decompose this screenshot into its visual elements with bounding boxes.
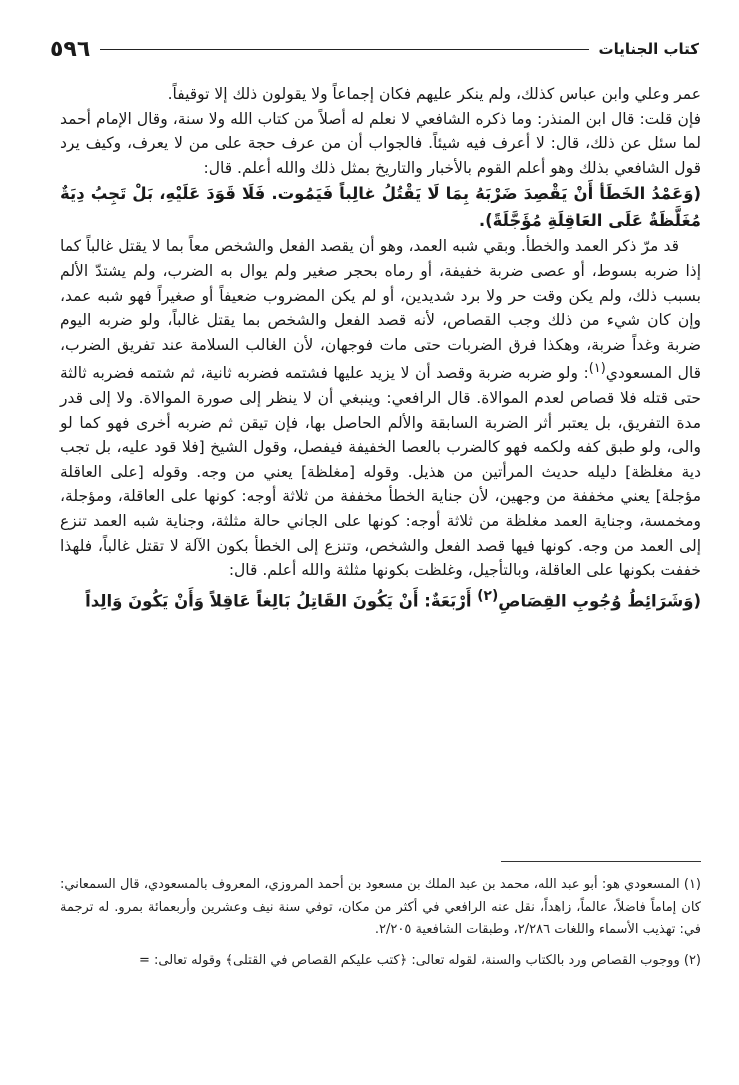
matn-text: (وَشَرَائِطُ وُجُوبِ القِصَاصِ [498, 591, 701, 611]
footnote-2: (٢) ووجوب القصاص ورد بالكتاب والسنة، لقوله تعالى: ﴿كتب عليكم القصاص في القتلى﴾ وقوله تعالى: = [138, 952, 701, 968]
paragraph-commentary [60, 234, 701, 582]
footnote-separator [501, 861, 701, 862]
paragraph-ijma: عمر وعلي وابن عباس كذلك، ولم ينكر عليهم فكان إجماعاً ولا يقولون ذلك إلا توقيفاً. [167, 85, 701, 103]
header-rule [100, 49, 588, 50]
page-header [50, 34, 699, 64]
footnotes [60, 874, 701, 972]
footnote-ref-2[interactable]: (٢) [477, 587, 499, 604]
footnote-1: (١) المسعودي هو: أبو عبد الله، محمد بن عبد الملك بن مسعود بن أحمد المروزي، المعروف بالمسعودي، قال السمعاني: كان إماماً فاضلاً، عالماً، زاهداً، نقل عنه الرافعي في أكثر من مكان، توفي سنة نيف وعشرين وأربعمائة بمرو. له ترجمة في: تهذيب الأسماء واللغات ٢/٢٨٦، وطبقات الشافعية ٢/٢٠٥. [60, 877, 701, 937]
main-text [60, 82, 701, 614]
page-number: ٥٩٦ [50, 36, 91, 62]
matn-text-continued: أَرْبَعَةٌ: أَنْ يَكُونَ القَاتِلُ بَالِغاً عَاقِلاً وَأَنْ يَكُونَ وَالِداً [85, 591, 478, 611]
running-title: كتاب الجنايات [598, 40, 699, 58]
footnote-ref-1[interactable]: (١) [588, 361, 606, 377]
commentary-text-continued: : ولو ضربه ضربة وقصد أن لا يزيد عليها فشتمه فضربه ثانية، ثم شتمه فضربه ثالثة حتى قتله فلا قصاص لعدم الموالاة. قال الرافعي: وينبغي أن لا ينظر إلى صورة الموالاة. ولا إلى قدر مدة التفريق، بل يعتبر أثر الضربة السابقة والألم الحاصل بها، فإن تيقن ثم ضربه أخرى فهو كما لو والى، ولو طبق كفه ولكمه فهو كالضرب بالعصا الخفيفة فيفصل، وقول الشيخ [فلا قود عليه، بل تجب دية مغلظة] دليله حديث المرأتين من هذيل. وقوله [مغلظة] يعني من وجه. وقوله [على العاقلة مؤجلة] يعني مخففة من وجهين، لأن جناية الخطأ مخففة من ثلاثة أوجه: كونها على العاقلة، ومؤجلة، ومخمسة، وجناية العمد مغلظة من ثلاثة أوجه: كونها على الجاني حالة مثلثة، وجناية شبه العمد تنزع إلى العمد من وجه. كونها فيها قصد الفعل والشخص، وتنزع إلى الخطأ بكون الآلة لا تقتل غالباً، فلهذا خففت بكونها على العاقلة، وبالتأجيل، وغلظت بكونها مثلثة والله أعلم. قال: [60, 364, 701, 580]
matn-shibh-al-amd: (وَعَمْدُ الخَطَأ أَنْ يَقْصِدَ ضَرْبَهُ بِمَا لَا يَقْتُلُ غالِباً فَيَمُوت. فَلَا قَوَدَ عَلَيْهِ، بَلْ تَجِبُ دِيَةٌ مُغَلَّظَةٌ عَلَى العَاقِلَةِ مُؤَجَّلَةً). [60, 184, 701, 231]
paragraph-objection: فإن قلت: قال ابن المنذر: وما ذكره الشافعي لا نعلم له أصلاً من كتاب الله ولا سنة، وقال الإمام أحمد لما سئل عن ذلك، قال: لا أعرف فيه شيئاً. فالجواب أن من عرف حجة على من لا يعرف، وكيف يرد قول الشافعي بذلك وهو أعلم القوم بالأخبار والتاريخ بمثل ذلك والله أعلم. قال: [60, 109, 701, 177]
commentary-text: قد مرّ ذكر العمد والخطأ. وبقي شبه العمد، وهو أن يقصد الفعل والشخص معاً بما لا يقتل غالباً كما إذا ضربه بسوط، أو عصى ضربة خفيفة، أو رماه بحجر صغير ولم يوال به الضرب، ولم يشتدّ الألم بسبب ذلك، ولم يكن وقت حر ولا برد شديدين، أو لم يكن المضروب ضعيفاً أو صغيراً فهو شبه عمد، وإن كان شيء من ذلك وجب القصاص، لأنه قصد الفعل والشخص بما يقتل غالباً، ولو ضربه اليوم ضربة وغداً ضربة، وهكذا فرق الضربات حتى مات فوجهان، لأن الغالب السلامة عند تفريق الضرب، قال المسعودي [60, 237, 701, 383]
matn-qisas-conditions [60, 583, 701, 615]
